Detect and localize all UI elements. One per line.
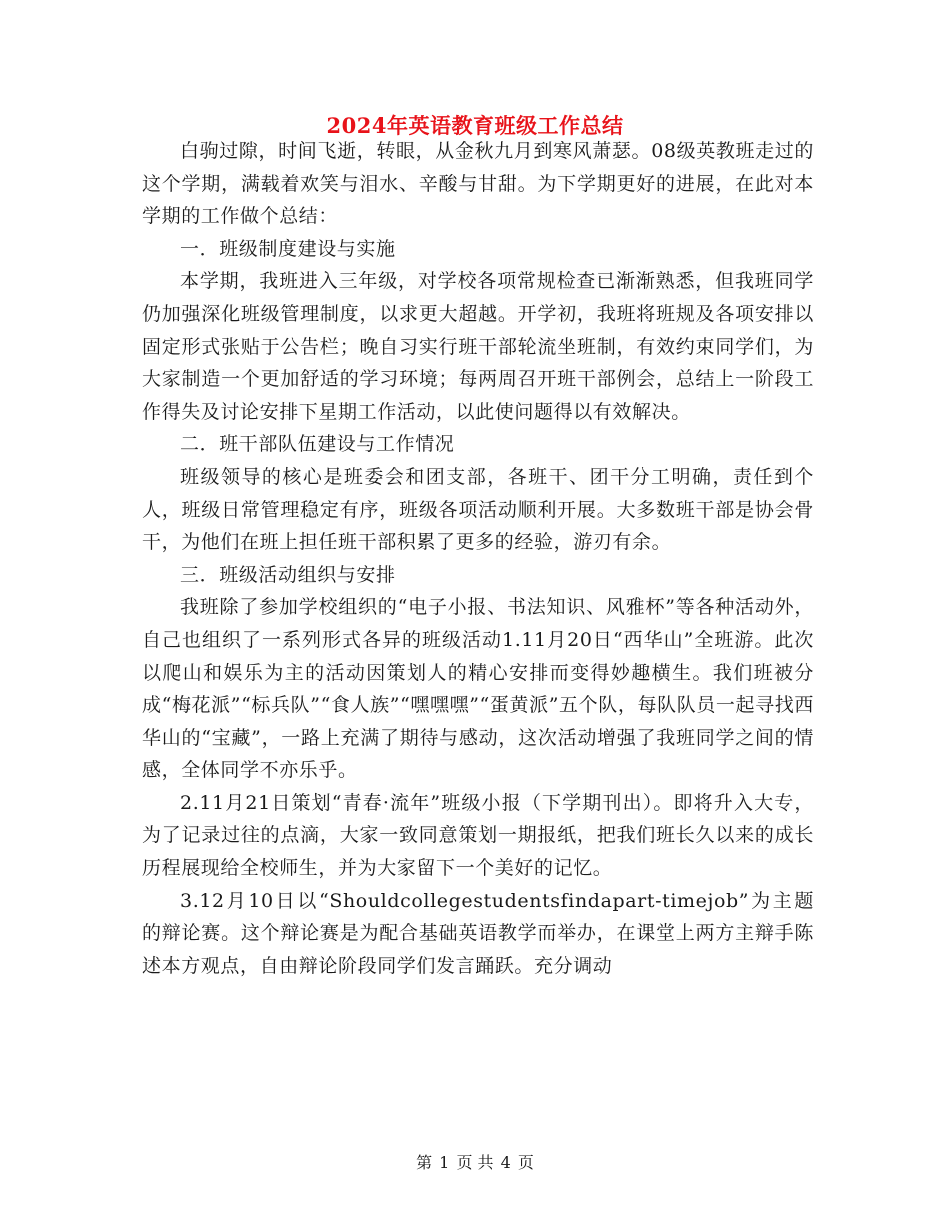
activity-2-paragraph: 2.11月21日策划“青春·流年”班级小报（下学期刊出）。即将升入大专，为了记录过往的点滴，大家一致同意策划一期报纸，把我们班长久以来的成长历程展现给全校师生，并为大家留下一个美好的记忆。 [142, 791, 814, 880]
document-title: 2024年英语教育班级工作总结 [326, 113, 624, 138]
page-label-prefix: 第 [416, 1153, 433, 1172]
section-heading-3: 三．班级活动组织与安排 [180, 563, 396, 586]
page-footer [0, 1152, 950, 1174]
section-heading-2: 二．班干部队伍建设与工作情况 [180, 433, 455, 456]
intro-paragraph: 白驹过隙，时间飞逝，转眼，从金秋九月到寒风萧瑟。08级英教班走过的这个学期，满载着欢笑与泪水、辛酸与甘甜。为下学期更好的进展，在此对本学期的工作做个总结： [142, 140, 814, 228]
page-label-middle: 页 共 [456, 1153, 494, 1172]
total-pages-number: 4 [500, 1153, 511, 1172]
section-heading-1: 一．班级制度建设与实施 [180, 237, 396, 260]
section-2-paragraph: 班级领导的核心是班委会和团支部，各班干、团干分工明确，责任到个人，班级日常管理稳定有序，班级各项活动顺利开展。大多数班干部是协会骨干，为他们在班上担任班干部积累了更多的经验，游刃有余。 [142, 465, 814, 554]
activity-3-paragraph: 3.12月10日以“Shouldcollegestudentsfindapart-timejob”为主题的辩论赛。这个辩论赛是为配合基础英语教学而举办，在课堂上两方主辩手陈述本方观点，自由辩论阶段同学们发言踊跃。充分调动 [142, 889, 814, 977]
section-1-paragraph: 本学期，我班进入三年级，对学校各项常规检查已渐渐熟悉，但我班同学仍加强深化班级管理制度，以求更大超越。开学初，我班将班规及各项安排以固定形式张贴于公告栏；晚自习实行班干部轮流坐班制，有效约束同学们，为大家制造一个更加舒适的学习环境；每两周召开班干部例会，总结上一阶段工作得失及讨论安排下星期工作活动，以此使问题得以有效解决。 [142, 270, 814, 423]
document-body [142, 135, 814, 982]
current-page-number: 1 [439, 1153, 450, 1172]
section-3-paragraph: 我班除了参加学校组织的“电子小报、书法知识、风雅杯”等各种活动外，自己也组织了一系列形式各异的班级活动1.11月20日“西华山”全班游。此次以爬山和娱乐为主的活动因策划人的精心安排而变得妙趣横生。我们班被分成“梅花派”“标兵队”“食人族”“嘿嘿嘿”“蛋黄派”五个队，每队队员一起寻找西华山的“宝藏”，一路上充满了期待与感动，这次活动增强了我班同学之间的情感，全体同学不亦乐乎。 [142, 596, 814, 782]
page-label-suffix: 页 [517, 1153, 534, 1172]
